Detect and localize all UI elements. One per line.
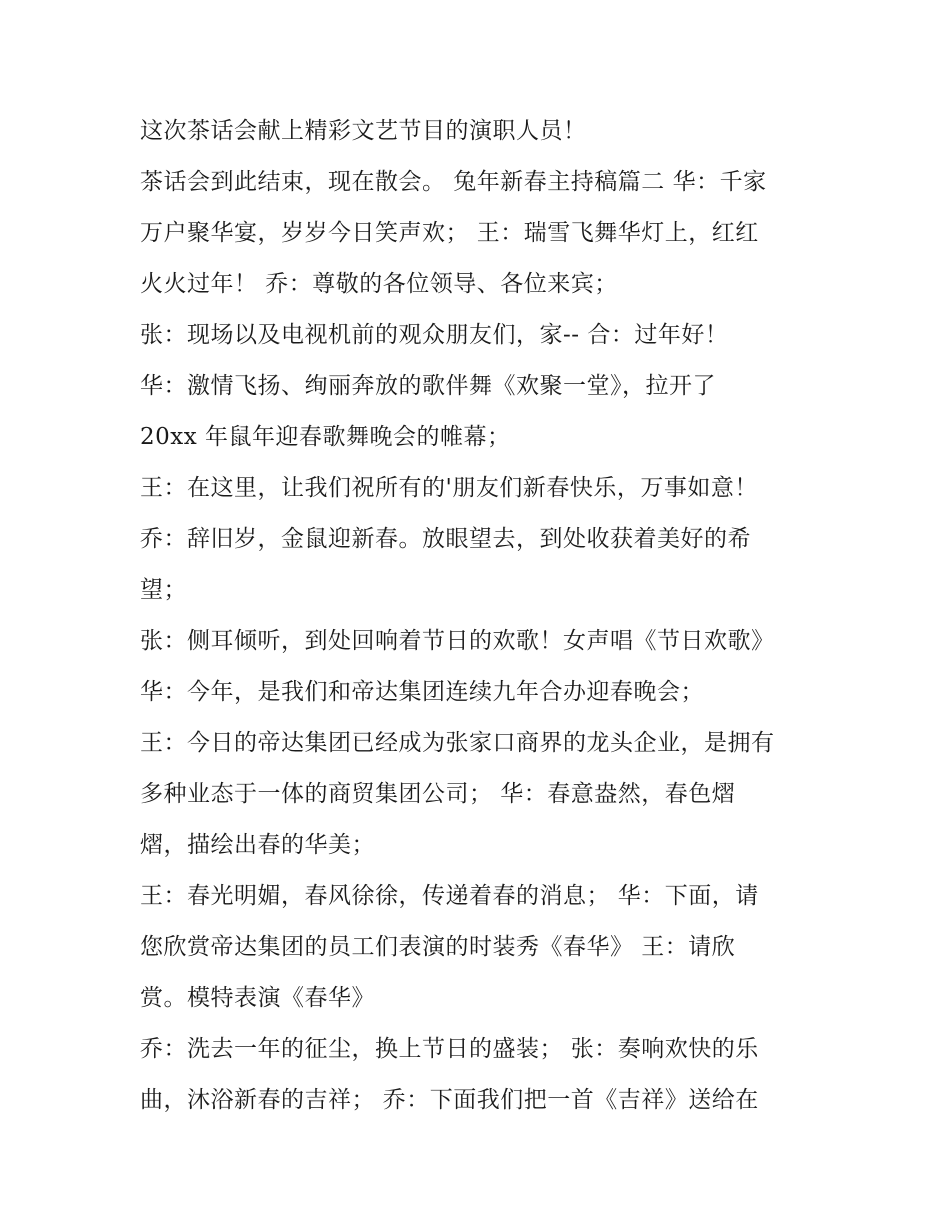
- text-line: 您欣赏帝达集团的员工们表演的时装秀《春华》 王：请欣: [140, 934, 736, 960]
- text-line: 王：在这里，让我们祝所有的'朋友们新春快乐，万事如意！: [140, 475, 758, 501]
- text-line: 王：今日的帝达集团已经成为张家口商界的龙头企业，是拥有: [140, 730, 775, 756]
- text-line: 这次茶话会献上精彩文艺节目的演职人员！: [140, 118, 587, 144]
- text-line: 熠，描绘出春的华美；: [140, 832, 375, 858]
- text-line: 张：现场以及电视机前的观众朋友们，家-- 合：过年好！: [140, 322, 729, 348]
- text-line: 华：今年，是我们和帝达集团连续九年合办迎春晚会；: [140, 679, 704, 705]
- text-line: 望；: [140, 577, 187, 603]
- text-line: 茶话会到此结束，现在散会。 兔年新春主持稿篇二 华：千家: [140, 169, 767, 195]
- text-line: 20xx 年鼠年迎春歌舞晚会的帷幕；: [140, 424, 511, 450]
- text-line: 曲，沐浴新春的吉祥； 乔：下面我们把一首《吉祥》送给在: [140, 1087, 759, 1113]
- text-line: 乔：辞旧岁，金鼠迎新春。放眼望去，到处收获着美好的希: [140, 526, 751, 552]
- text-line: 火火过年！ 乔：尊敬的各位领导、各位来宾；: [140, 271, 618, 297]
- text-line: 王：春光明媚，春风徐徐，传递着春的消息； 华：下面，请: [140, 883, 759, 909]
- text-line: 华：激情飞扬、绚丽奔放的歌伴舞《欢聚一堂》，拉开了: [140, 373, 716, 399]
- text-line: 乔：洗去一年的征尘，换上节日的盛装； 张：奏响欢快的乐: [140, 1036, 759, 1062]
- text-line: 张：侧耳倾听，到处回响着节日的欢歌！女声唱《节日欢歌》: [140, 628, 775, 654]
- text-line: 多种业态于一体的商贸集团公司； 华：春意盎然，春色熠: [140, 781, 736, 807]
- text-line: 赏。模特表演《春华》: [140, 985, 375, 1011]
- text-line: 万户聚华宴，岁岁今日笑声欢； 王：瑞雪飞舞华灯上，红红: [140, 220, 759, 246]
- body-text: [140, 106, 830, 1126]
